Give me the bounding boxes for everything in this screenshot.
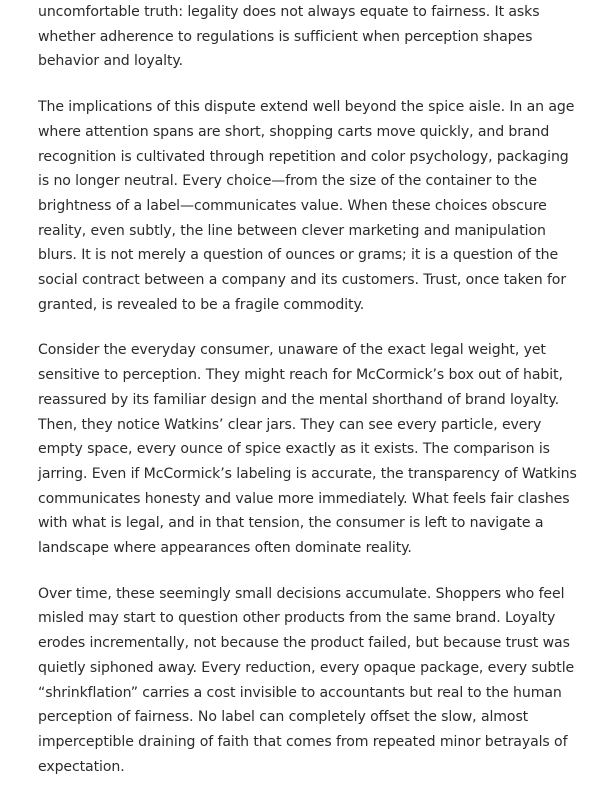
paragraph-4: Over time, these seemingly small decisions accumulate. Shoppers who feel misled may start to question other products from the same brand. Loyalty erodes incrementally, not because the product failed, but because trust was quietly siphoned away. Every reduction, every opaque package, every subtle “shrinkflation” carries a cost invisible to accountants but real to the human perception of fairness. No label can completely offset the slow, almost imperceptible draining of faith that comes from repeated minor betrayals of expectation.: [38, 585, 575, 775]
paragraph-1: uncomfortable truth: legality does not always equate to fairness. It asks whether adherence to regulations is sufficient when perception shapes behavior and loyalty.: [38, 4, 540, 70]
article-body: [38, 0, 578, 800]
paragraph-2: The implications of this dispute extend well beyond the spice aisle. In an age where attention spans are short, shopping carts move quickly, and brand recognition is cultivated through repetition and color psychology, packaging is no longer neutral. Every choice—from the size of the container to the brightness of a label—communicates value. When these choices obscure reality, even subtly, the line between clever marketing and manipulation blurs. It is not merely a question of ounces or grams; it is a question of the social contract between a company and its customers. Trust, once taken for granted, is revealed to be a fragile commodity.: [38, 99, 575, 313]
paragraph-3: Consider the everyday consumer, unaware of the exact legal weight, yet sensitive to perception. They might reach for McCormick’s box out of habit, reassured by its familiar design and the mental shorthand of brand loyalty. Then, they notice Watkins’ clear jars. They can see every particle, every empty space, every ounce of spice exactly as it exists. The comparison is jarring. Even if McCormick’s labeling is accurate, the transparency of Watkins communicates honesty and value more immediately. What feels fair clashes with what is legal, and in that tension, the consumer is left to navigate a landscape where appearances often dominate reality.: [38, 342, 577, 557]
